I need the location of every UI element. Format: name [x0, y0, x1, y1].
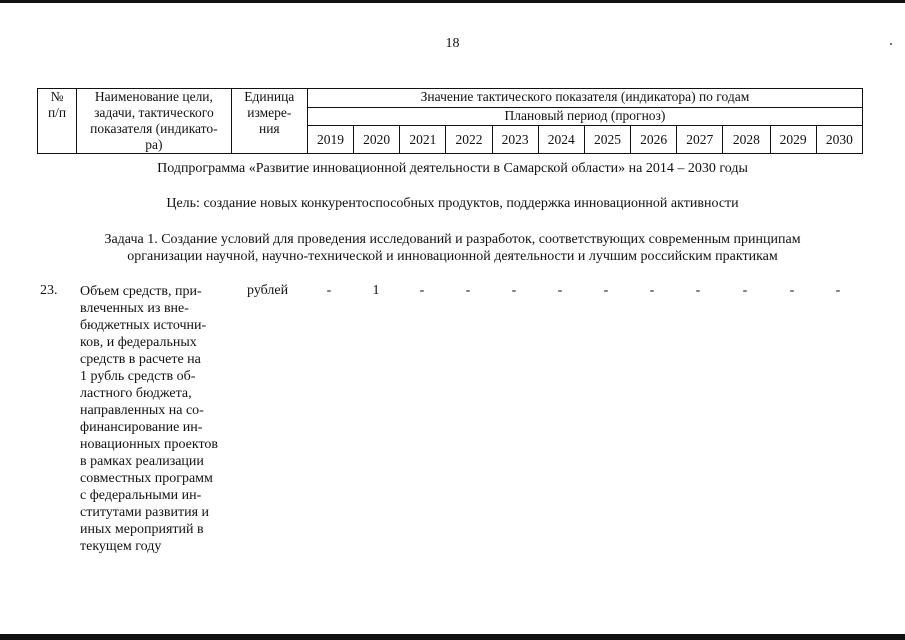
- indicator-name-line: в рамках реализации: [80, 454, 204, 469]
- header-year: 2027: [677, 126, 723, 154]
- header-col-name: [77, 89, 232, 154]
- header-number-line: п/п: [47, 105, 67, 120]
- indicator-table-header: [37, 88, 863, 154]
- header-year: 2029: [770, 126, 816, 154]
- row-number: 23.: [40, 283, 58, 298]
- year-value: -: [465, 283, 471, 298]
- header-year: 2026: [631, 126, 677, 154]
- task-line: Задача 1. Создание условий для проведения исследований и разработок, соответствующих современным принципам: [104, 232, 801, 247]
- indicator-name-line: бюджетных источни-: [80, 318, 207, 333]
- year-value: -: [789, 283, 795, 298]
- year-value: -: [649, 283, 655, 298]
- indicator-name-line: совместных программ: [80, 471, 213, 486]
- header-year: 2023: [492, 126, 538, 154]
- header-year: 2020: [354, 126, 400, 154]
- bottom-border-line: [0, 634, 905, 640]
- header-year: 2022: [446, 126, 492, 154]
- year-value: -: [603, 283, 609, 298]
- header-number-line: №: [50, 89, 64, 104]
- year-value: -: [419, 283, 425, 298]
- page-number: 18: [445, 36, 460, 51]
- indicator-name-line: финансирование ин-: [80, 420, 203, 435]
- year-value: -: [326, 283, 332, 298]
- header-year: 2019: [307, 126, 353, 154]
- indicator-name-line: текущем году: [80, 539, 162, 554]
- header-col-number: [38, 89, 77, 154]
- header-planning-period: Плановый период (прогноз): [307, 107, 862, 126]
- year-value: -: [835, 283, 841, 298]
- indicator-name-line: направленных на со-: [80, 403, 204, 418]
- indicator-name-line: 1 рубль средств об-: [80, 369, 196, 384]
- header-col-unit: [231, 89, 307, 154]
- indicator-name-line: ластного бюджета,: [80, 386, 192, 401]
- year-value: -: [695, 283, 701, 298]
- header-name-line: задачи, тактического: [94, 105, 214, 120]
- header-name-line: Наименование цели,: [94, 89, 213, 104]
- year-value: 1: [372, 283, 380, 298]
- indicator-name: [80, 283, 230, 555]
- indicator-name-line: ститутами развития и: [80, 505, 210, 520]
- indicator-name-line: Объем средств, при-: [80, 284, 202, 299]
- indicator-unit: рублей: [247, 283, 289, 298]
- header-unit-line: измере-: [247, 105, 292, 120]
- header-year: 2025: [584, 126, 630, 154]
- header-name-line: ра): [145, 137, 163, 152]
- scan-speck: [890, 43, 892, 45]
- indicator-name-line: средств в расчете на: [80, 352, 201, 367]
- indicator-name-line: иных мероприятий в: [80, 522, 204, 537]
- header-year: 2024: [538, 126, 584, 154]
- header-year: 2021: [400, 126, 446, 154]
- year-value: -: [557, 283, 563, 298]
- subprogram-title: Подпрограмма «Развитие инновационной деятельности в Самарской области» на 2014 – 2030 годы: [157, 161, 748, 176]
- header-year: 2030: [816, 126, 862, 154]
- top-border-line: [0, 0, 905, 3]
- indicator-name-line: влеченных из вне-: [80, 301, 189, 316]
- task-text: [20, 231, 885, 265]
- indicator-name-line: с федеральными ин-: [80, 488, 202, 503]
- header-year: 2028: [723, 126, 770, 154]
- indicator-name-line: новационных проектов: [80, 437, 219, 452]
- header-unit-line: Единица: [244, 89, 295, 104]
- task-line: организации научной, научно-технической и инновационной деятельности и лучшим российским практикам: [127, 249, 778, 264]
- header-unit-line: ния: [258, 121, 280, 136]
- year-value: -: [742, 283, 748, 298]
- year-value: -: [511, 283, 517, 298]
- header-values-title: Значение тактического показателя (индикатора) по годам: [307, 89, 862, 108]
- header-name-line: показателя (индикато-: [90, 121, 218, 136]
- goal-text: Цель: создание новых конкурентоспособных продуктов, поддержка инновационной активности: [166, 196, 739, 211]
- indicator-name-line: ков, и федеральных: [80, 335, 197, 350]
